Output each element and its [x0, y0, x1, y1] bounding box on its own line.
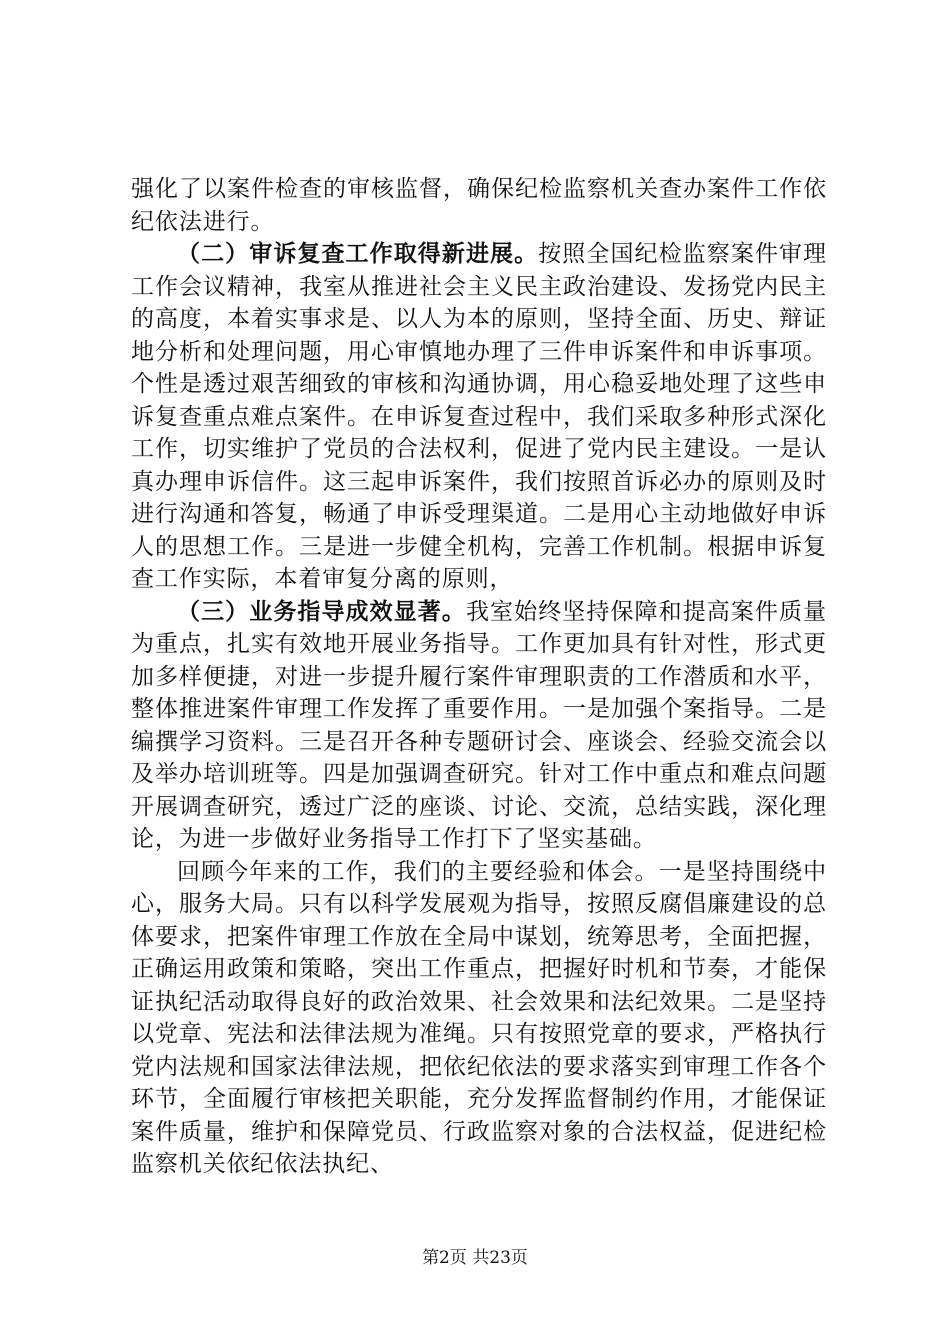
document-body — [131, 173, 827, 1181]
paragraph-3 — [131, 596, 827, 856]
paragraph-1-text: 强化了以案件检查的审核监督，确保纪检监察机关查办案件工作依纪依法进行。 — [131, 176, 827, 235]
paragraph-3-text: 我室始终坚持保障和提高案件质量为重点，扎实有效地开展业务指导。工作更加具有针对性，形式更加多样便捷，对进一步提升履行案件审理职责的工作潜质和水平，整体推进案件审理工作发挥了重要作用。一是加强个案指导。二是编撰学习资料。三是召开各种专题研讨会、座谈会、经验交流会以及举办培训班等。四是加强调查研究。针对工作中重点和难点问题开展调查研究，透过广泛的座谈、讨论、交流，总结实践，深化理论，为进一步做好业务指导工作打下了坚实基础。 — [131, 598, 827, 852]
section-heading-3: （三）业务指导成效显著。 — [177, 598, 466, 625]
paragraph-2 — [131, 238, 827, 596]
paragraph-4 — [131, 856, 827, 1181]
page-footer — [0, 1243, 950, 1268]
paragraph-1 — [131, 173, 827, 238]
section-heading-2: （二）审诉复查工作取得新进展。 — [177, 241, 539, 267]
paragraph-4-text: 回顾今年来的工作，我们的主要经验和体会。一是坚持围绕中心，服务大局。只有以科学发展观为指导，按照反腐倡廉建设的总体要求，把案件审理工作放在全局中谋划，统筹思考，全面把握，正确运用政策和策略，突出工作重点，把握好时机和节奏，才能保证执纪活动取得良好的政治效果、社会效果和法纪效果。二是坚持以党章、宪法和法律法规为准绳。只有按照党章的要求，严格执行党内法规和国家法律法规，把依纪依法的要求落实到审理工作各个环节，全面履行审核把关职能，充分发挥监督制约作用，才能保证案件质量，维护和保障党员、行政监察对象的合法权益，促进纪检监察机关依纪依法执纪、 — [131, 858, 827, 1177]
page-number: 第2页 共23页 — [422, 1248, 528, 1268]
paragraph-2-text: 按照全国纪检监察案件审理工作会议精神，我室从推进社会主义民主政治建设、发扬党内民主的高度，本着实事求是、以人为本的原则，坚持全面、历史、辩证地分析和处理问题，用心审慎地办理了三件申诉案件和申诉事项。个性是透过艰苦细致的审核和沟通协调，用心稳妥地处理了这些申诉复查重点难点案件。在申诉复查过程中，我们采取多种形式深化工作，切实维护了党员的合法权利，促进了党内民主建设。一是认真办理申诉信件。这三起申诉案件，我们按照首诉必办的原则及时进行沟通和答复，畅通了申诉受理渠道。二是用心主动地做好申诉人的思想工作。三是进一步健全机构，完善工作机制。根据申诉复查工作实际，本着审复分离的原则， — [131, 241, 828, 592]
